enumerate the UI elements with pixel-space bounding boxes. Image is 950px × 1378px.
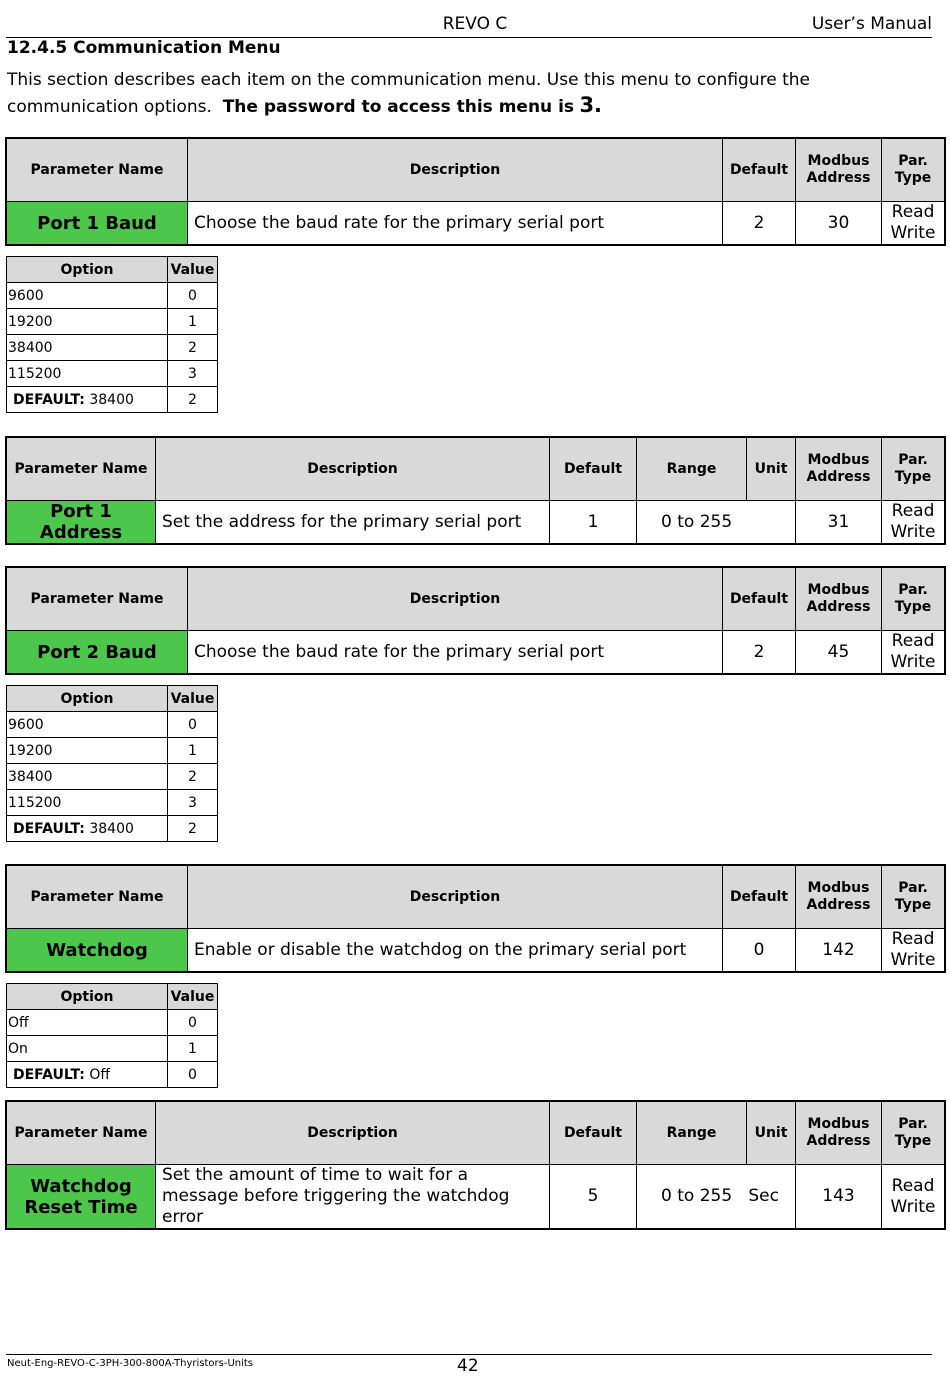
- param-default: 2: [723, 631, 796, 674]
- param-modbus: 142: [796, 929, 882, 972]
- col-par-type: Par. Type: [882, 438, 945, 501]
- param-name: Port 2 Baud: [7, 631, 188, 674]
- table-row: 9600 0: [7, 283, 218, 309]
- col-par-type: Par. Type: [882, 568, 945, 631]
- param-table-watchdog: [6, 865, 945, 972]
- param-name: Port 1 Address: [7, 501, 156, 544]
- param-name: Watchdog Reset Time: [7, 1165, 156, 1229]
- param-default: 5: [550, 1165, 637, 1229]
- param-table-port2-baud: [6, 567, 945, 674]
- section-title: 12.4.5 Communication Menu: [7, 38, 281, 58]
- col-param-name: Parameter Name: [7, 1102, 156, 1165]
- param-type: Read Write: [882, 202, 945, 245]
- col-value: Value: [168, 686, 218, 712]
- default-row: DEFAULT: 38400 2: [7, 387, 218, 413]
- table-row: 115200 3: [7, 790, 218, 816]
- col-default: Default: [723, 568, 796, 631]
- intro-text: This section describes each item on the communication menu. Use this menu to configure the communication options.: [7, 70, 810, 117]
- header-product: REVO C: [442, 14, 508, 34]
- col-description: Description: [188, 568, 723, 631]
- options-table-port1-baud: [6, 256, 218, 413]
- password-text: The password to access this menu is: [222, 97, 575, 117]
- col-unit: Unit: [747, 438, 796, 501]
- table-row: On 1: [7, 1036, 218, 1062]
- password-value: 3.: [579, 93, 603, 117]
- param-table-port1-baud: [6, 138, 945, 245]
- param-table-watchdog-reset-time: [6, 1101, 945, 1229]
- col-par-type: Par. Type: [882, 1102, 945, 1165]
- col-description: Description: [188, 139, 723, 202]
- col-modbus: Modbus Address: [796, 438, 882, 501]
- table-row: 19200 1: [7, 309, 218, 335]
- col-value: Value: [168, 257, 218, 283]
- param-default: 0: [723, 929, 796, 972]
- col-option: Option: [7, 984, 168, 1010]
- param-table-port1-address: [6, 437, 945, 544]
- col-default: Default: [723, 866, 796, 929]
- col-modbus: Modbus Address: [796, 866, 882, 929]
- param-modbus: 143: [796, 1165, 882, 1229]
- param-type: Read Write: [882, 929, 945, 972]
- table-row: 38400 2: [7, 764, 218, 790]
- param-default: 1: [550, 501, 637, 544]
- param-type: Read Write: [882, 501, 945, 544]
- table-row: 9600 0: [7, 712, 218, 738]
- table-row: Off 0: [7, 1010, 218, 1036]
- param-name: Port 1 Baud: [7, 202, 188, 245]
- col-description: Description: [156, 438, 550, 501]
- col-range: Range: [637, 1102, 747, 1165]
- col-unit: Unit: [747, 1102, 796, 1165]
- footer-divider: [6, 1354, 932, 1355]
- param-modbus: 45: [796, 631, 882, 674]
- col-par-type: Par. Type: [882, 139, 945, 202]
- col-option: Option: [7, 686, 168, 712]
- table-row: 115200 3: [7, 361, 218, 387]
- col-modbus: Modbus Address: [796, 139, 882, 202]
- header-doc-title: User’s Manual: [811, 14, 932, 34]
- param-description: Set the address for the primary serial port: [156, 501, 550, 544]
- page-number: 42: [457, 1356, 479, 1376]
- param-modbus: 30: [796, 202, 882, 245]
- param-default: 2: [723, 202, 796, 245]
- options-table-watchdog: [6, 983, 218, 1088]
- footer-doc-code: Neut-Eng-REVO-C-3PH-300-800A-Thyristors-Units: [7, 1358, 254, 1369]
- col-param-name: Parameter Name: [7, 568, 188, 631]
- col-option: Option: [7, 257, 168, 283]
- col-default: Default: [723, 139, 796, 202]
- table-row: 19200 1: [7, 738, 218, 764]
- options-table-port2-baud: [6, 685, 218, 842]
- section-intro: [7, 68, 907, 120]
- param-description: Choose the baud rate for the primary serial port: [188, 631, 723, 674]
- col-value: Value: [168, 984, 218, 1010]
- col-modbus: Modbus Address: [796, 1102, 882, 1165]
- col-range: Range: [637, 438, 747, 501]
- default-row: DEFAULT: 38400 2: [7, 816, 218, 842]
- col-default: Default: [550, 1102, 637, 1165]
- param-description: Choose the baud rate for the primary serial port: [188, 202, 723, 245]
- param-modbus: 31: [796, 501, 882, 544]
- col-param-name: Parameter Name: [7, 139, 188, 202]
- default-row: DEFAULT: Off 0: [7, 1062, 218, 1088]
- param-description: Set the amount of time to wait for a message before triggering the watchdog error: [156, 1165, 550, 1229]
- col-param-name: Parameter Name: [7, 438, 156, 501]
- col-modbus: Modbus Address: [796, 568, 882, 631]
- param-type: Read Write: [882, 631, 945, 674]
- param-range-unit: 0 to 255 Sec: [637, 1165, 796, 1229]
- param-name: Watchdog: [7, 929, 188, 972]
- col-par-type: Par. Type: [882, 866, 945, 929]
- col-description: Description: [156, 1102, 550, 1165]
- param-range: 0 to 255: [637, 501, 796, 544]
- param-description: Enable or disable the watchdog on the primary serial port: [188, 929, 723, 972]
- col-description: Description: [188, 866, 723, 929]
- param-type: Read Write: [882, 1165, 945, 1229]
- col-param-name: Parameter Name: [7, 866, 188, 929]
- col-default: Default: [550, 438, 637, 501]
- table-row: 38400 2: [7, 335, 218, 361]
